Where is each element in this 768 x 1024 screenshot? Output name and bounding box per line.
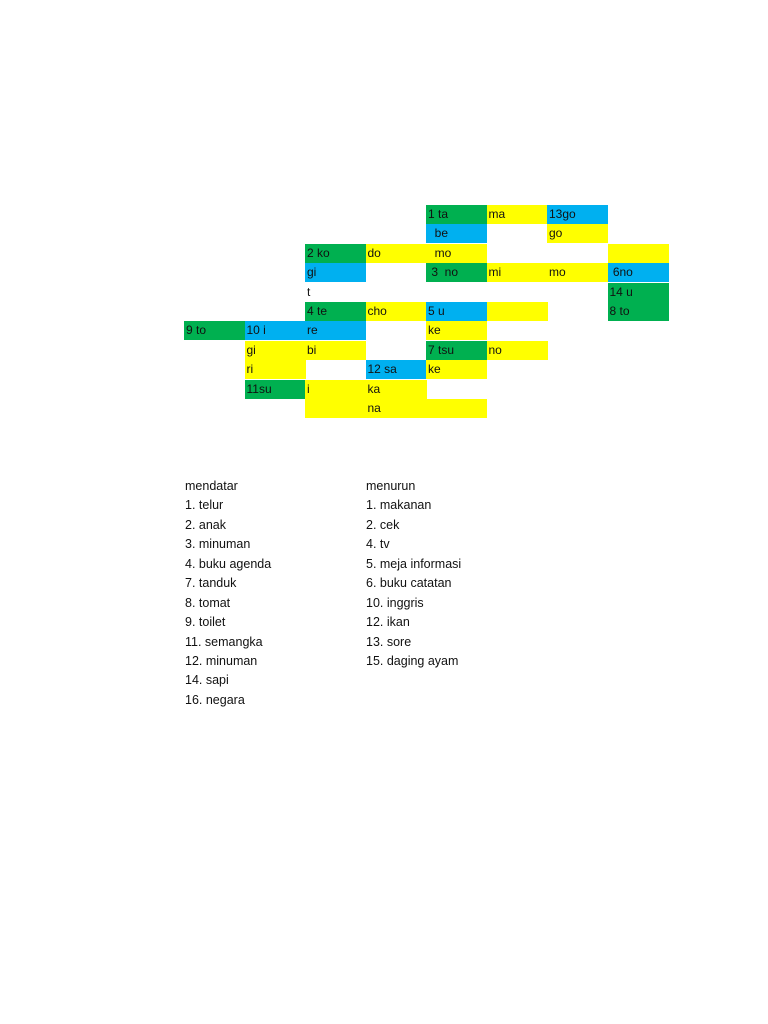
crossword-cell: re: [305, 321, 366, 340]
clue-item: 8. tomat: [185, 595, 231, 610]
clue-item: 6. buku catatan: [366, 576, 452, 591]
crossword-cell: 9 to: [184, 321, 245, 340]
clues-mendatar-title: mendatar: [185, 479, 238, 493]
crossword-cell: be: [426, 224, 487, 243]
crossword-cell: t: [307, 284, 311, 299]
crossword-cell: 3 no: [426, 263, 487, 282]
crossword-cell: mo: [547, 263, 608, 282]
crossword-cell: bi: [305, 341, 366, 360]
crossword-cell: 10 i: [245, 321, 306, 340]
clue-item: 2. anak: [185, 517, 227, 532]
clue-item: 16. negara: [185, 692, 245, 707]
crossword-cell: 1 ta: [426, 205, 487, 224]
clues-mendatar: [185, 477, 271, 710]
clue-item: 12. minuman: [185, 653, 258, 668]
crossword-cell: 5 u: [426, 302, 487, 321]
crossword-cell: mo: [426, 244, 487, 263]
crossword-cell: ri: [245, 360, 306, 379]
clue-item: 12. ikan: [366, 615, 410, 630]
crossword-cell: 12 sa: [366, 360, 427, 379]
crossword-cell-empty: [426, 399, 487, 418]
crossword-cell: mi: [487, 263, 548, 282]
clue-item: 15. daging ayam: [366, 653, 459, 668]
clue-item: 13. sore: [366, 634, 412, 649]
crossword-cell: do: [366, 244, 427, 263]
crossword-cell-empty: [487, 302, 548, 321]
crossword-cell: gi: [305, 263, 366, 282]
crossword-grid: [0, 0, 768, 420]
clue-item: 2. cek: [366, 517, 400, 532]
clue-item: 7. tanduk: [185, 576, 237, 591]
crossword-cell: ma: [487, 205, 548, 224]
clue-item: 14. sapi: [185, 673, 229, 688]
crossword-cell: gi: [245, 341, 306, 360]
clue-item: 11. semangka: [185, 634, 263, 649]
crossword-cell: ke: [426, 360, 487, 379]
crossword-cell-empty: [608, 244, 669, 263]
crossword-cell: 14 u: [608, 283, 669, 302]
crossword-cell: 7 tsu: [426, 341, 487, 360]
clue-item: 4. tv: [366, 537, 390, 552]
crossword-cell: no: [487, 341, 548, 360]
crossword-cell: 6no: [608, 263, 669, 282]
clue-item: 5. meja informasi: [366, 556, 462, 571]
crossword-cell: 2 ko: [305, 244, 366, 263]
clue-item: 1. makanan: [366, 498, 432, 513]
crossword-cell: na: [366, 399, 427, 418]
clues-menurun-title: menurun: [366, 479, 416, 493]
crossword-cell: ka: [366, 380, 427, 399]
crossword-cell-empty: [305, 399, 366, 418]
clue-item: 3. minuman: [185, 537, 251, 552]
crossword-cell: i: [305, 380, 366, 399]
clue-item: 9. toilet: [185, 615, 226, 630]
crossword-cell: ke: [426, 321, 487, 340]
crossword-cell: 11su: [245, 380, 306, 399]
clue-item: 10. inggris: [366, 595, 424, 610]
clue-item: 1. telur: [185, 498, 224, 513]
crossword-cell: cho: [366, 302, 427, 321]
crossword-cell: 8 to: [608, 302, 669, 321]
crossword-cell: 4 te: [305, 302, 366, 321]
crossword-cell: 13go: [547, 205, 608, 224]
crossword-cell: go: [547, 224, 608, 243]
clues-menurun: [366, 477, 461, 671]
clue-item: 4. buku agenda: [185, 556, 272, 571]
